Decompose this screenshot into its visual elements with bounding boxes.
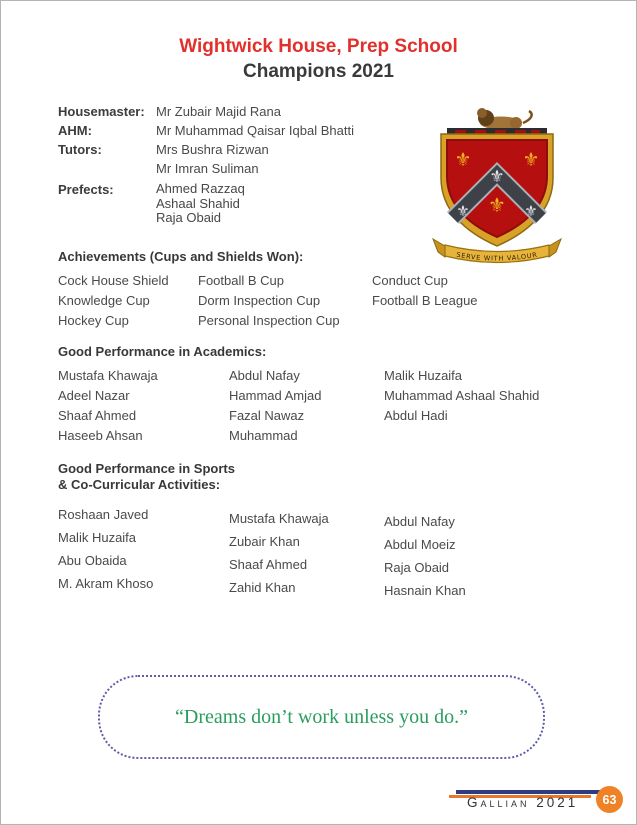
- svg-text:⚜: ⚜: [488, 193, 506, 217]
- staff-section: [58, 102, 354, 178]
- student-name: Malik Huzaifa: [58, 530, 137, 545]
- house-crest: [431, 106, 563, 268]
- footer-rule-navy: [456, 790, 609, 794]
- achievement-item: Football B Cup: [198, 273, 284, 288]
- prefect-name: Ahmed Razzaq: [156, 181, 245, 196]
- staff-label: [58, 159, 156, 178]
- motto-text: SERVE WITH VALOUR: [455, 250, 539, 263]
- prefect-name: Raja Obaid: [156, 210, 222, 225]
- staff-row: [58, 159, 354, 178]
- crest-graphic: [431, 106, 563, 268]
- student-name: Abu Obaida: [58, 553, 127, 568]
- staff-value: Mr Muhammad Qaisar Iqbal Bhatti: [156, 123, 354, 138]
- svg-text:⚜: ⚜: [522, 149, 540, 171]
- achievements-columns: [58, 271, 478, 331]
- achievement-item: Conduct Cup: [372, 273, 448, 288]
- student-name: Fazal Nawaz: [229, 408, 305, 423]
- achievement-item: Knowledge Cup: [58, 293, 150, 308]
- achievements-heading: Achievements (Cups and Shields Won):: [58, 249, 304, 264]
- sports-col-2: [229, 507, 384, 602]
- student-name: Zubair Khan: [229, 534, 300, 549]
- achievement-item: Dorm Inspection Cup: [198, 293, 321, 308]
- staff-label: Housemaster:: [58, 104, 145, 119]
- staff-row: [58, 102, 354, 121]
- staff-row: [58, 140, 354, 159]
- student-name: Haseeb Ahsan: [58, 428, 143, 443]
- student-name: Mustafa Khawaja: [58, 368, 158, 383]
- magazine-title: Gallian 2021: [467, 795, 579, 810]
- academics-col-3: [384, 366, 539, 446]
- svg-text:⚜: ⚜: [454, 149, 472, 171]
- sports-columns: [58, 503, 466, 602]
- academics-heading: Good Performance in Academics:: [58, 344, 267, 359]
- achievement-item: Cock House Shield: [58, 273, 169, 288]
- student-name: Hasnain Khan: [384, 583, 466, 598]
- page-subtitle: Champions 2021: [243, 61, 394, 82]
- page-number-badge: 63: [596, 786, 623, 813]
- prefects-label: Prefects:: [58, 182, 114, 197]
- achievement-item: Football B League: [372, 293, 478, 308]
- prefects-section: [58, 182, 245, 226]
- academics-col-1: [58, 366, 229, 446]
- achievements-col-1: [58, 271, 198, 331]
- student-name: Shaaf Ahmed: [229, 557, 308, 572]
- quote-box: [98, 675, 545, 759]
- student-name: Zahid Khan: [229, 580, 296, 595]
- sports-heading: [58, 461, 235, 493]
- lion-icon: [477, 108, 532, 130]
- page-title: Wightwick House, Prep School: [179, 36, 458, 57]
- student-name: Mustafa Khawaja: [229, 511, 329, 526]
- student-name: Adeel Nazar: [58, 388, 130, 403]
- sports-col-3: [384, 510, 466, 602]
- staff-value: Mr Zubair Majid Rana: [156, 104, 281, 119]
- sports-heading-line1: Good Performance in Sports: [58, 461, 235, 476]
- student-name: Shaaf Ahmed: [58, 408, 137, 423]
- achievement-item: Personal Inspection Cup: [198, 313, 340, 328]
- achievement-item: Hockey Cup: [58, 313, 129, 328]
- student-name: M. Akram Khoso: [58, 576, 154, 591]
- prefect-name: Ashaal Shahid: [156, 195, 240, 211]
- sports-col-1: [58, 503, 229, 602]
- student-name: Muhammad: [229, 428, 298, 443]
- prefects-names: [156, 182, 245, 226]
- student-name: Abdul Nafay: [384, 514, 455, 529]
- student-name: Abdul Hadi: [384, 408, 448, 423]
- shield: [441, 134, 553, 246]
- svg-text:⚜: ⚜: [524, 202, 538, 220]
- academics-col-2: [229, 366, 384, 446]
- student-name: Malik Huzaifa: [384, 368, 463, 383]
- student-name: Muhammad Ashaal Shahid: [384, 388, 540, 403]
- staff-label: Tutors:: [58, 142, 102, 157]
- svg-text:⚜: ⚜: [456, 202, 470, 220]
- staff-label: AHM:: [58, 123, 92, 138]
- quote-text: “Dreams don’t work unless you do.”: [175, 705, 468, 728]
- student-name: Abdul Nafay: [229, 368, 300, 383]
- staff-value: Mr Imran Suliman: [156, 161, 259, 176]
- academics-columns: [58, 366, 539, 446]
- student-name: Raja Obaid: [384, 560, 450, 575]
- staff-value: Mrs Bushra Rizwan: [156, 142, 269, 157]
- student-name: Hammad Amjad: [229, 388, 322, 403]
- achievements-col-2: [198, 271, 372, 331]
- staff-row: [58, 121, 354, 140]
- achievements-col-3: [372, 271, 478, 331]
- sports-heading-line2: & Co-Curricular Activities:: [58, 477, 221, 492]
- student-name: Abdul Moeiz: [384, 537, 456, 552]
- svg-text:⚜: ⚜: [489, 167, 505, 187]
- student-name: Roshaan Javed: [58, 507, 149, 522]
